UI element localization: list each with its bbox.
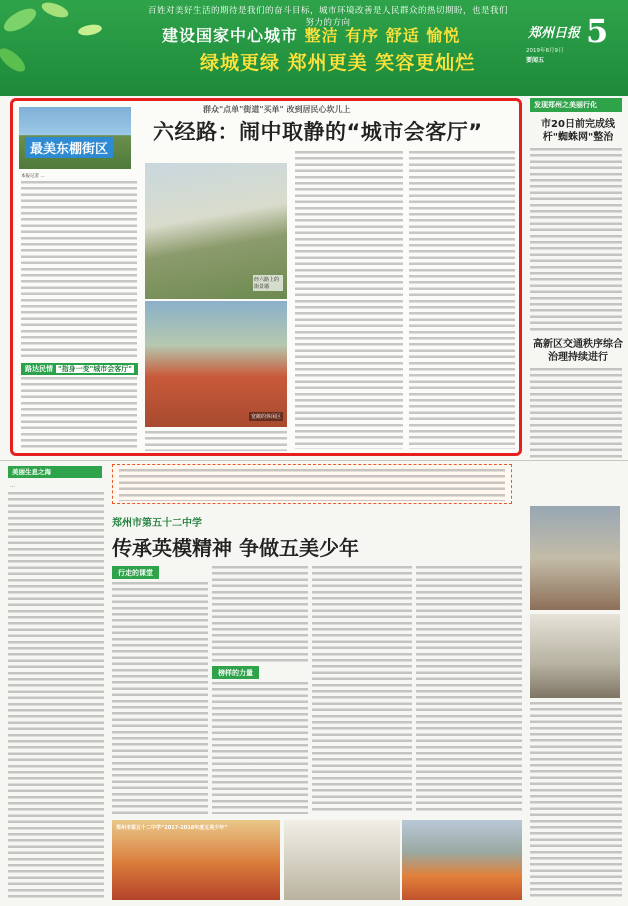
article-body-col2 [145,431,287,451]
article-body-col3 [295,151,403,449]
lower-kicker: 郑州市第五十二中学 [112,518,202,529]
divider [0,460,628,461]
lower-body-col3 [312,566,412,814]
sub-banner-title: "指身一变"城市会客厅" [58,365,132,373]
leisure-photo-caption: 宽敞的休闲区 [250,414,281,420]
right-body-2 [530,368,622,458]
leaf-decoration-icon [0,0,150,96]
masthead-slogan: 百姓对美好生活的期待是我们的奋斗目标，城市环境改善是人民群众的热切期盼，也是我们努力的方向 [148,6,509,28]
right-body-1 [530,148,622,332]
right-headline-2: 高新区交通秩序综合治理持续进行 [533,339,623,363]
students-photo [530,506,620,610]
page-number: 5 [586,12,609,50]
photo-tag: 最美东棚街区 [25,137,113,158]
masthead [0,0,628,96]
feature-byline: 本报记者 … [21,174,45,179]
right-column-tag: 发现郑州之美丽行化 [530,98,622,112]
sub-banner [21,363,138,375]
feature-headline: 六经路：闹中取静的“城市会客厅” [153,120,483,144]
street-photo [19,107,131,169]
lower-body-col2a [212,566,308,662]
feature-kicker: 群众"点单"街道"买单" 改到居民心坎儿上 [203,105,351,114]
intro-text [119,469,505,501]
intro-box [112,464,512,504]
masthead-line1-a: 建设国家中心城市 [162,26,299,45]
award-banner-photo [112,820,280,900]
sub-banner-label: 路达民情 [25,365,53,373]
masthead-line1 [162,23,460,46]
lower-body-col1 [112,582,208,814]
activity-photo [530,614,620,698]
article-body-col1b [21,377,137,449]
section-tag-role-model: 榜样的力量 [212,666,259,679]
award-banner-text: 郑州市第五十二中学“2017-2018年度五美少年” [116,825,228,831]
feature-article [10,98,522,456]
issue-date: 2019年8月9日 [526,48,564,54]
wall-photo [145,163,287,299]
left-column-body [8,492,104,900]
article-body-col1 [21,181,137,357]
right-headline-1: 市20日前完成线杆"蜘蛛网"整治 [541,119,615,143]
section-tag-walking-class: 行走的课堂 [112,566,159,579]
lower-headline: 传承英模精神 争做五美少年 [112,536,359,560]
left-column-tag: 美丽生息之海 [8,466,102,478]
wall-photo-caption: 经六路上的街景墙 [253,275,283,291]
masthead-line2: 绿城更绿 郑州更美 笑容更灿烂 [200,52,476,74]
lower-body-col4 [416,566,522,814]
stage-photo [402,820,522,900]
newspaper-logo: 郑州日报 [528,26,581,41]
section-label: 要闻五 [526,57,545,64]
article-body-col4 [409,151,515,449]
left-column-title: … [10,483,15,489]
leisure-photo [145,301,287,427]
lower-body-right [530,702,622,900]
lower-body-col2b [212,682,308,814]
classroom-photo [284,820,400,900]
masthead-line1-b: 整洁 有序 舒适 愉悦 [304,26,461,45]
